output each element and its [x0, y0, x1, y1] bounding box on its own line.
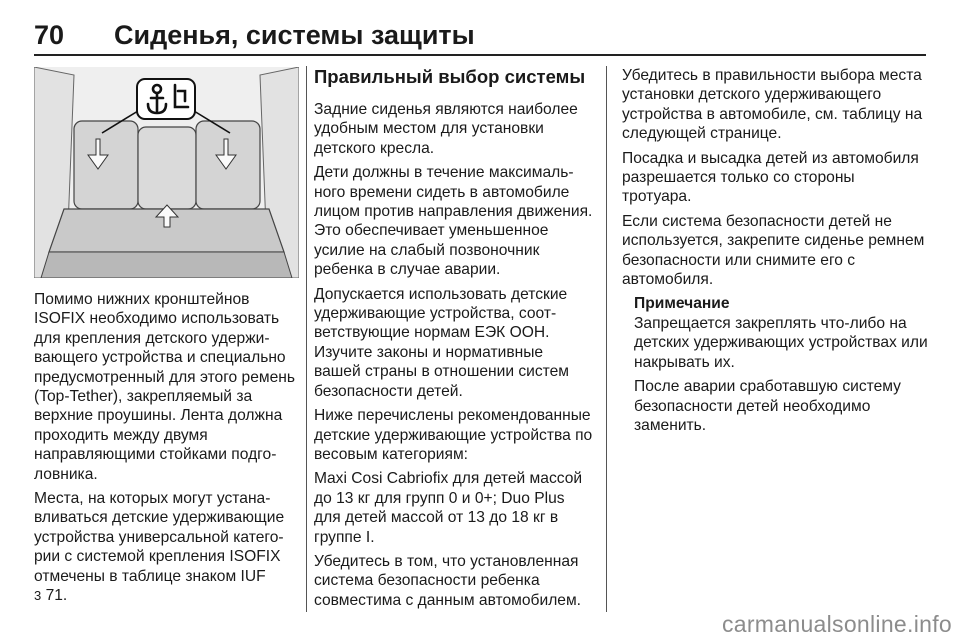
paragraph: Maxi Cosi Cabriofix для детей массой до 13 кг для групп 0 и 0+; Duo Plus для детей массой от 13 до 18 кг в группе I.	[314, 470, 583, 546]
paragraph: Убедитесь в правильности выбора места установки детского удерживающего устройства в автомобиле, см. таблицу на следующей странице.	[622, 67, 923, 143]
paragraph: Дети должны в течение максимального времени сидеть в автомобиле лицом против направления движения. Это обеспечивает уменьшенное усилие на слабый позвоночник ребенка в случае аварии.	[314, 164, 593, 279]
paragraph: Допускается использовать детские удерживающие устройства, соответствующие нормам ЕЭК ООН. Изучите законы и нормативные вашей страны в отношении систем безопасности детей.	[314, 285, 570, 400]
page-reference-icon: 3	[34, 588, 42, 604]
page-header	[34, 0, 926, 54]
page-number: 70	[34, 20, 65, 50]
note-paragraph: После аварии сработавшую систему безопасности детей необходимо заменить.	[634, 378, 901, 434]
paragraph: Места, на которых могут устанавливаться детские удерживающие устройства универсальной категории с системой крепления ISOFIX отмечены в таблице знаком IUF 3 71.	[34, 490, 285, 605]
paragraph: Помимо нижних кронштейнов ISOFIX необходимо использовать для крепления детского удерживающего устройства и специально предусмотренный для этого ремень (Top-Tether), закрепляемый за верхние проушины. Лента должна проходить между двумя направляющими стойками подголовника.	[34, 291, 296, 483]
isofix-top-tether-illustration	[34, 67, 299, 278]
paragraph: Убедитесь в том, что установленная система безопасности ребенка совместима с данным автомобилем.	[314, 552, 582, 609]
section-heading: Правильный выбор системы	[314, 66, 586, 87]
page-title: Сиденья, системы защиты	[114, 20, 475, 50]
middle-column	[314, 66, 594, 615]
watermark: carmanualsonline.info	[721, 611, 952, 637]
paragraph: Ниже перечислены рекомендованные детские удерживающие устройства по весовым категориям:	[314, 407, 593, 463]
paragraph: Если система безопасности детей не используется, закрепите сиденье ремнем безопасности или снимите его с автомобиля.	[622, 212, 925, 289]
paragraph: Посадка и высадка детей из автомобиля разрешается только со стороны тротуара.	[622, 149, 919, 206]
column-divider	[306, 66, 307, 612]
paragraph: Задние сиденья являются наиболее удобным местом для установки детского кресла.	[314, 101, 578, 157]
column-divider	[606, 66, 607, 612]
note-box	[634, 294, 928, 435]
note-paragraph: Запрещается закреплять что-либо на детских удерживающих устройствах или накрывать их.	[634, 314, 928, 371]
header-rule	[34, 54, 926, 56]
left-column	[34, 290, 300, 611]
page-reference-link[interactable]: 71.	[41, 587, 68, 605]
right-column	[622, 66, 928, 440]
note-title: Примечание	[634, 295, 730, 313]
